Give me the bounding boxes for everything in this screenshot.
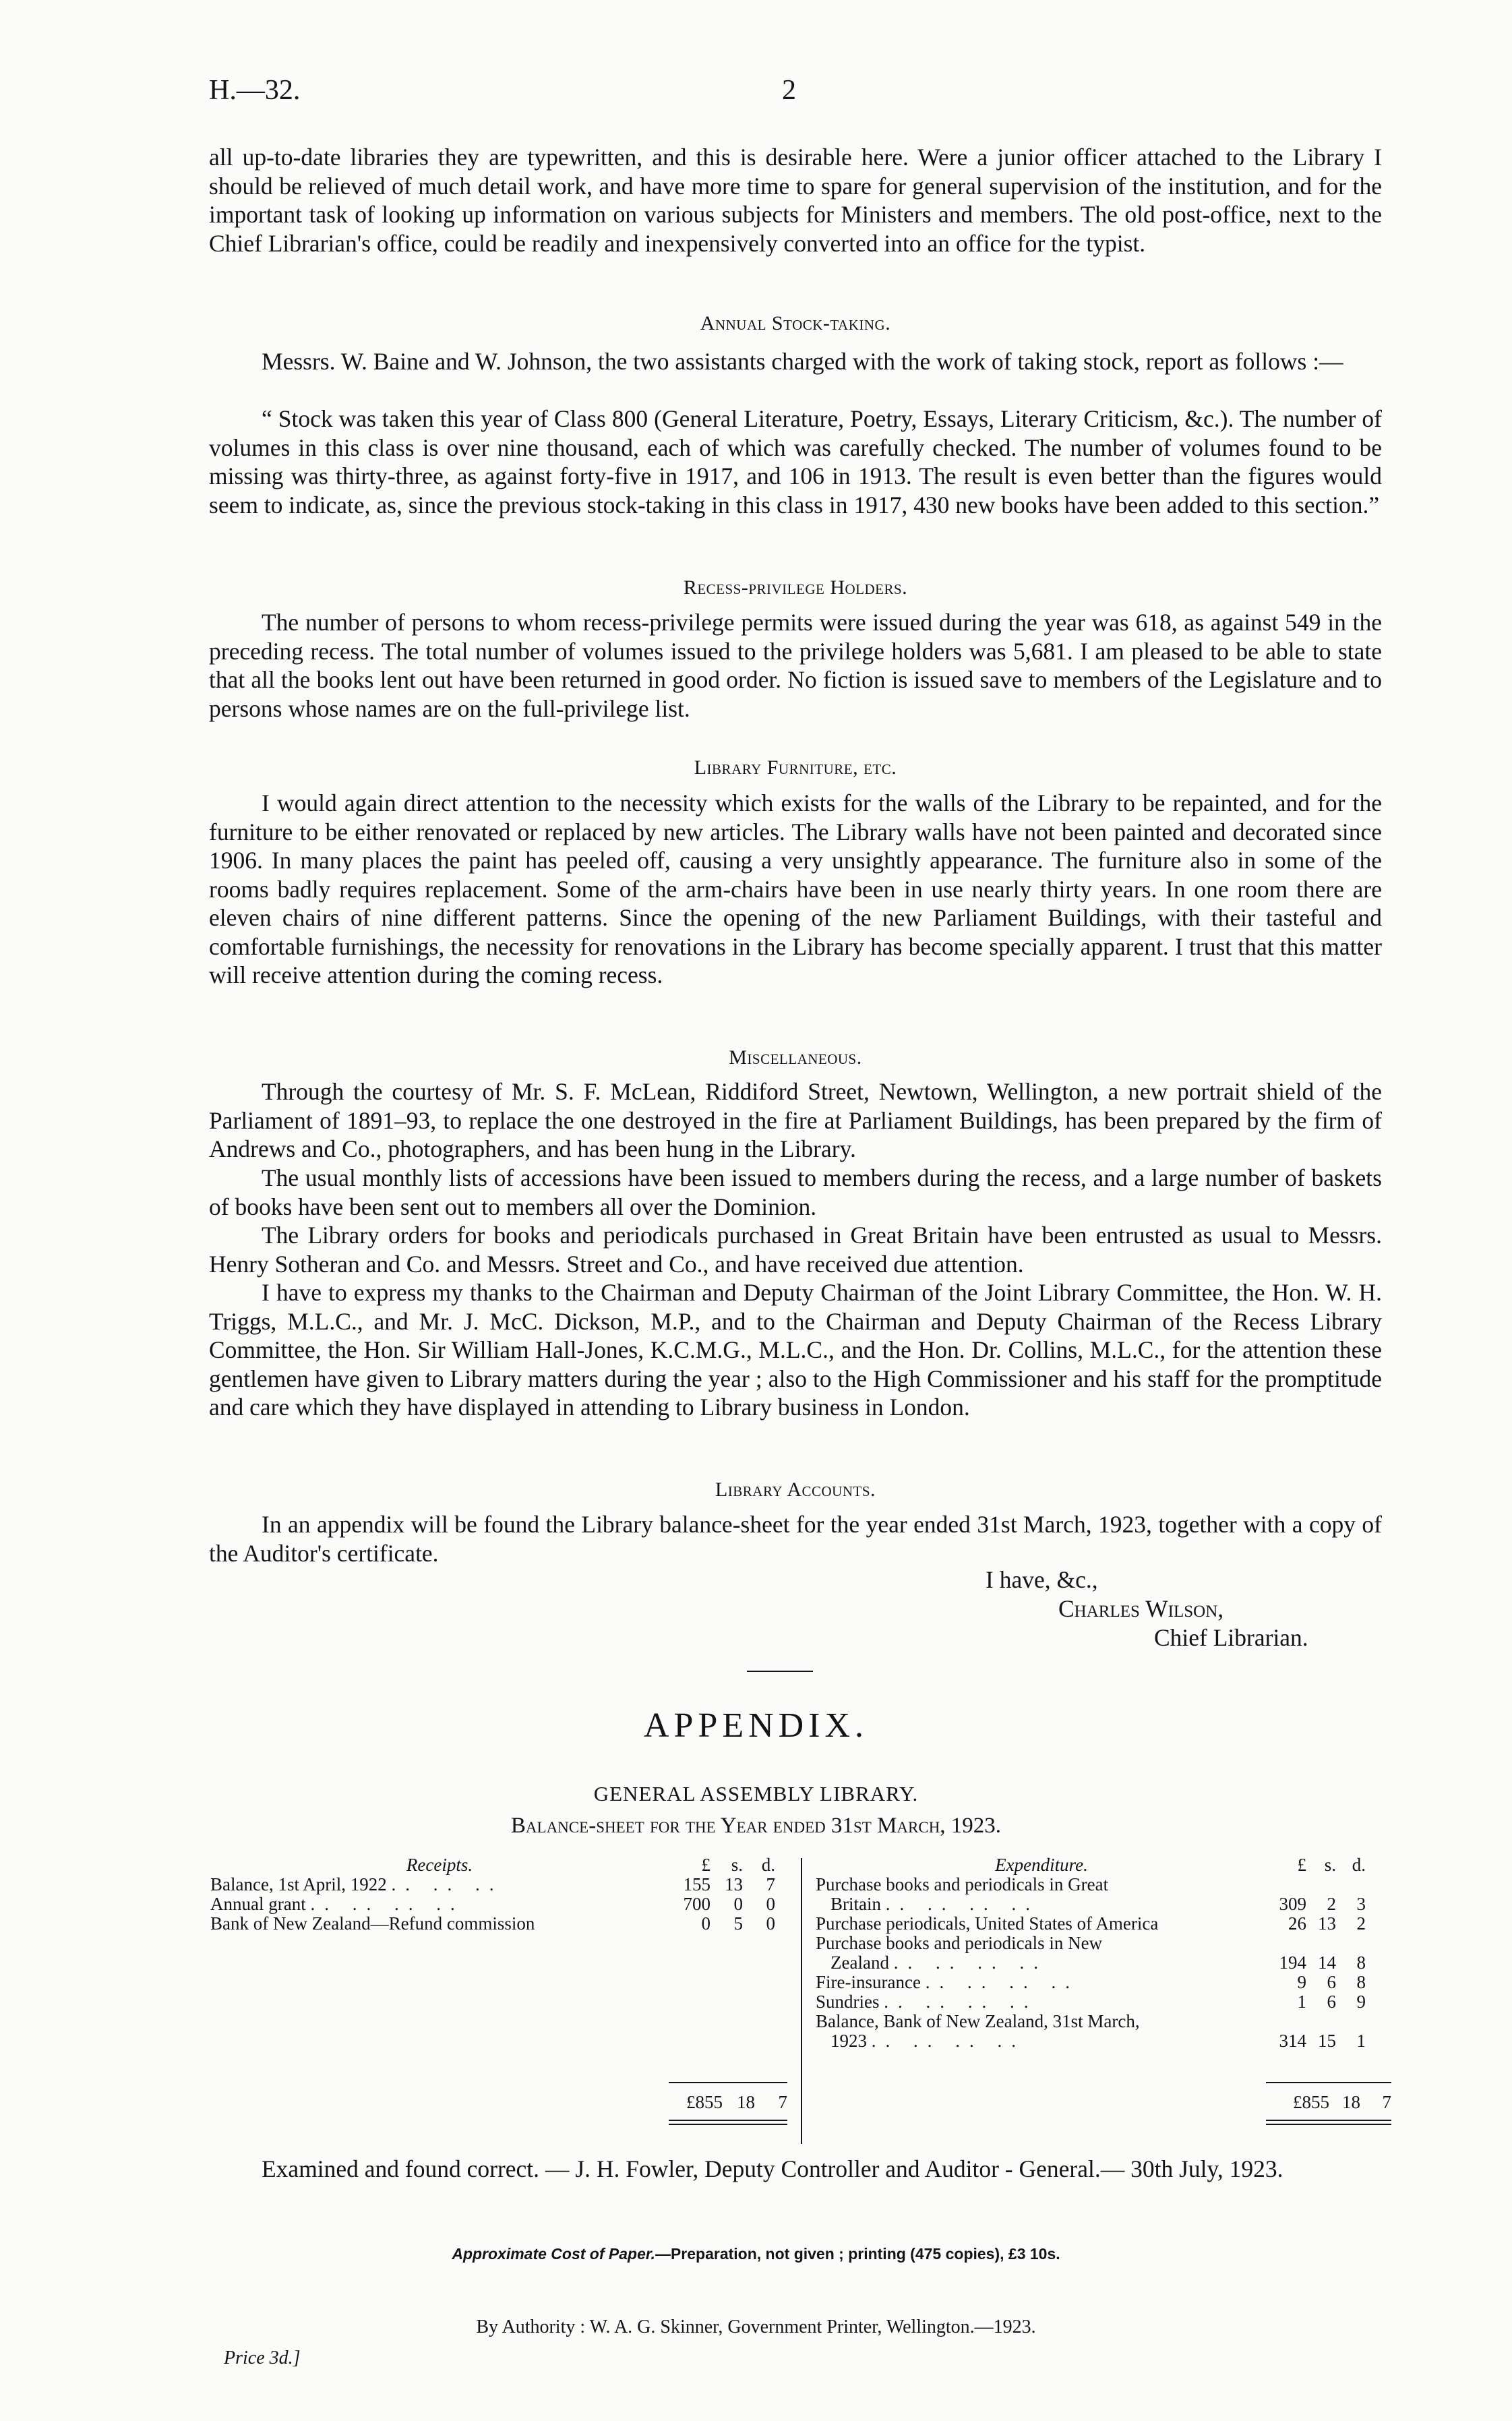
signoff-name: Charles Wilson, (1058, 1595, 1224, 1622)
col-pound: £ (1297, 1855, 1306, 1875)
receipts-total-rule-bottom-2 (669, 2124, 787, 2125)
appendix-subtitle: Balance-sheet for the Year ended 31st March, 1923. (510, 1814, 1002, 1838)
expenditure-label: 1923 (830, 2031, 867, 2051)
misc-paragraph-3 (209, 1221, 1382, 1278)
authority-line: By Authority : W. A. G. Skinner, Government Printer, Wellington.—1923. (476, 2317, 1036, 2337)
table-row (816, 1914, 1366, 1934)
expenditure-pence: 8 (1356, 1972, 1366, 1992)
table-row (816, 1934, 1366, 1973)
cost-label: Approximate Cost of Paper. (452, 2245, 655, 2263)
expenditure-shillings: 6 (1327, 1992, 1336, 2012)
signoff-salutation: I have, &c., (986, 1566, 1098, 1593)
receipts-total-rule-top (669, 2082, 787, 2083)
expenditure-label: Fire-insurance (816, 1972, 921, 1992)
leader-dots: .. .. .. .. (925, 1972, 1079, 1992)
section-divider (747, 1671, 813, 1672)
document-reference: H.—32. (209, 75, 301, 106)
misc-p2-text: The usual monthly lists of accessions have been issued to members during the recess, and a large number of baskets of books have been sent out to members all over the Dominion. (209, 1164, 1382, 1220)
expenditure-pence: 8 (1356, 1952, 1366, 1973)
expenditure-pence: 9 (1356, 1992, 1366, 2012)
table-row (210, 1875, 775, 1894)
total-pounds: £855 (1293, 2092, 1329, 2112)
expenditure-label: Purchase periodicals, United States of America (816, 1913, 1159, 1934)
stocktaking-p1-text: Messrs. W. Baine and W. Johnson, the two assistants charged with the work of taking stock, report as follows :— (262, 348, 1343, 375)
receipt-pounds: 155 (683, 1874, 710, 1894)
expenditure-total (1266, 2093, 1391, 2112)
expenditure-total-rule-bottom (1266, 2120, 1391, 2121)
expenditure-label-line1: Balance, Bank of New Zealand, 31st March, (816, 2011, 1140, 2031)
section-heading-stocktaking: Annual Stock-taking. (700, 312, 891, 334)
total-row (669, 2093, 787, 2112)
expenditure-pounds: 1 (1297, 1992, 1306, 2012)
receipts-header-row (210, 1855, 775, 1875)
receipt-pounds: 700 (683, 1894, 710, 1914)
expenditure-pounds: 26 (1288, 1913, 1306, 1934)
expenditure-total-rule-top (1266, 2082, 1391, 2083)
expenditure-shillings: 14 (1318, 1952, 1336, 1973)
appendix-org: GENERAL ASSEMBLY LIBRARY. (593, 1782, 919, 1805)
stocktaking-p2-text: “ Stock was taken this year of Class 800 (General Literature, Poetry, Essays, Literary Criticism, &c.). The number of volumes in this class is over nine thousand, each of which was carefully checked. The number of volumes found to be missing was thirty-three, as against forty-five in 1917, and 106 in 1913. The result is even better than the figures would seem to indicate, as, since the previous stock-taking in this class in 1917, 430 new books have been added to this section.” (209, 405, 1382, 518)
intro-paragraph: all up-to-date libraries they are typewritten, and this is desirable here. Were a junior officer attached to the Library I should be relieved of much detail work, and have more time to spare for general supervision of the institution, and for the important task of looking up information on various subjects for Ministers and members. The old post-office, next to the Chief Librarian's office, could be readily and inexpensively converted into an office for the typist. (209, 144, 1382, 257)
misc-paragraph-4 (209, 1278, 1382, 1422)
section-heading-recess: Recess-privilege Holders. (683, 576, 908, 599)
appendix-title: APPENDIX. (643, 1706, 869, 1745)
receipt-label: Bank of New Zealand—Refund commission (210, 1913, 535, 1934)
leader-dots: .. .. .. .. (893, 1952, 1048, 1973)
audit-text: Examined and found correct. — J. H. Fowler, Deputy Controller and Auditor - General.— 30th July, 1923. (262, 2155, 1283, 2182)
section-heading-furniture: Library Furniture, etc. (694, 756, 897, 779)
expenditure-table (816, 1855, 1366, 2051)
stocktaking-paragraph-2 (209, 405, 1382, 519)
expenditure-label-line1: Purchase books and periodicals in Great (816, 1874, 1109, 1894)
receipt-pounds: 0 (701, 1913, 710, 1934)
cost-text: —Preparation, not given ; printing (475 copies), £3 10s. (655, 2245, 1060, 2263)
receipts-total-rule-bottom (669, 2120, 787, 2121)
expenditure-pounds: 309 (1279, 1894, 1306, 1914)
col-shillings: s. (731, 1855, 743, 1875)
expenditure-label: Britain (830, 1894, 881, 1914)
receipts-total (669, 2093, 787, 2112)
total-row (1266, 2093, 1391, 2112)
column-divider (801, 1858, 802, 2144)
expenditure-label: Zealand (830, 1952, 889, 1973)
total-pence: 7 (1382, 2092, 1391, 2112)
expenditure-label-line1: Purchase books and periodicals in New (816, 1933, 1103, 1953)
furniture-p1-text: I would again direct attention to the necessity which exists for the walls of the Library to be repainted, and for the furniture to be either renovated or replaced by new articles. The Library walls have not been painted and decorated since 1906. In many places the paint has peeled off, causing a very unsightly appearance. The furniture also in some of the rooms badly requires replacement. Some of the arm-chairs have been in use nearly thirty years. In one room there are eleven chairs of nine different patterns. Since the opening of the new Parliament Buildings, with their tasteful and comfortable furnishings, the necessity for renovations in the Library has become specially apparent. I trust that this matter will receive attention during the coming recess. (209, 789, 1382, 988)
receipt-label: Balance, 1st April, 1922 (210, 1874, 387, 1894)
cost-of-paper-note (0, 2245, 1512, 2263)
expenditure-pence: 3 (1356, 1894, 1366, 1914)
expenditure-shillings: 2 (1327, 1894, 1336, 1914)
receipts-header: Receipts. (406, 1855, 473, 1875)
expenditure-pence: 2 (1356, 1913, 1366, 1934)
total-shillings: 18 (737, 2092, 755, 2112)
total-shillings: 18 (1342, 2092, 1360, 2112)
leader-dots: .. .. .. (391, 1874, 504, 1894)
recess-paragraph (209, 608, 1382, 723)
expenditure-pounds: 9 (1297, 1972, 1306, 1992)
expenditure-pence: 1 (1356, 2031, 1366, 2051)
page-number: 2 (782, 75, 796, 106)
receipt-pence: 0 (766, 1894, 775, 1914)
leader-dots: .. .. .. .. (310, 1894, 464, 1914)
expenditure-pounds: 314 (1279, 2031, 1306, 2051)
table-row (210, 1894, 775, 1914)
receipt-pence: 7 (766, 1874, 775, 1894)
expenditure-shillings: 13 (1318, 1913, 1336, 1934)
col-pence: d. (761, 1855, 775, 1875)
misc-paragraph-2 (209, 1164, 1382, 1221)
misc-p1-text: Through the courtesy of Mr. S. F. McLean, Riddiford Street, Newtown, Wellington, a new portrait shield of the Parliament of 1891–93, to replace the one destroyed in the fire at Parliament Buildings, has been prepared by the firm of Andrews and Co., photographers, and has been hung in the Library. (209, 1078, 1382, 1162)
expenditure-shillings: 6 (1327, 1972, 1336, 1992)
col-pence: d. (1352, 1855, 1366, 1875)
leader-dots: .. .. .. .. (871, 2031, 1025, 2051)
leader-dots: .. .. .. .. (885, 1894, 1039, 1914)
price-note: Price 3d.] (224, 2348, 301, 2368)
recess-p1-text: The number of persons to whom recess-privilege permits were issued during the year was 618, as against 549 in the preceding recess. The total number of volumes issued to the privilege holders was 5,681. I am pleased to be able to state that all the books lent out have been returned in good order. No fiction is issued save to members of the Legislature and to persons whose names are on the full-privilege list. (209, 609, 1382, 722)
receipt-pence: 0 (766, 1913, 775, 1934)
total-pence: 7 (778, 2092, 787, 2112)
table-row (816, 1875, 1366, 1914)
leader-dots: .. .. .. .. (884, 1992, 1038, 2012)
accounts-paragraph (209, 1510, 1382, 1567)
receipts-table (210, 1855, 775, 1934)
table-row (210, 1914, 775, 1934)
receipt-shillings: 0 (733, 1894, 743, 1914)
stocktaking-paragraph-1 (209, 347, 1382, 376)
expenditure-pounds: 194 (1279, 1952, 1306, 1973)
expenditure-header: Expenditure. (995, 1855, 1088, 1875)
expenditure-header-row (816, 1855, 1366, 1875)
table-row (816, 1973, 1366, 1992)
expenditure-label: Sundries (816, 1992, 880, 2012)
expenditure-total-rule-bottom-2 (1266, 2124, 1391, 2125)
expenditure-shillings: 15 (1318, 2031, 1336, 2051)
total-pounds: £855 (686, 2092, 723, 2112)
misc-p3-text: The Library orders for books and periodicals purchased in Great Britain have been entrusted as usual to Messrs. Henry Sotheran and Co. and Messrs. Street and Co., and have received due attention. (209, 1222, 1382, 1278)
receipt-label: Annual grant (210, 1894, 306, 1914)
table-row (816, 1992, 1366, 2012)
table-row (816, 2012, 1366, 2051)
misc-p4-text: I have to express my thanks to the Chairman and Deputy Chairman of the Joint Library Committee, the Hon. W. H. Triggs, M.L.C., and Mr. J. McC. Dickson, M.P., and to the Chairman and Deputy Chairman of the Recess Library Committee, the Hon. Sir William Hall-Jones, K.C.M.G., M.L.C., and the Hon. Dr. Collins, M.L.C., for the attention these gentlemen have given to Library matters during the year ; also to the High Commissioner and his staff for the promptitude and care which they have displayed in attending to Library business in London. (209, 1279, 1382, 1421)
misc-paragraph-1 (209, 1077, 1382, 1164)
section-heading-accounts: Library Accounts. (715, 1478, 876, 1501)
col-shillings: s. (1324, 1855, 1336, 1875)
furniture-paragraph (209, 789, 1382, 990)
col-pound: £ (701, 1855, 710, 1875)
audit-certificate (209, 2155, 1382, 2184)
accounts-p1-text: In an appendix will be found the Library balance-sheet for the year ended 31st March, 1923, together with a copy of the Auditor's certificate. (209, 1511, 1382, 1567)
receipt-shillings: 13 (725, 1874, 743, 1894)
section-heading-misc: Miscellaneous. (729, 1046, 862, 1069)
signoff-role: Chief Librarian. (1154, 1624, 1308, 1651)
receipt-shillings: 5 (733, 1913, 743, 1934)
